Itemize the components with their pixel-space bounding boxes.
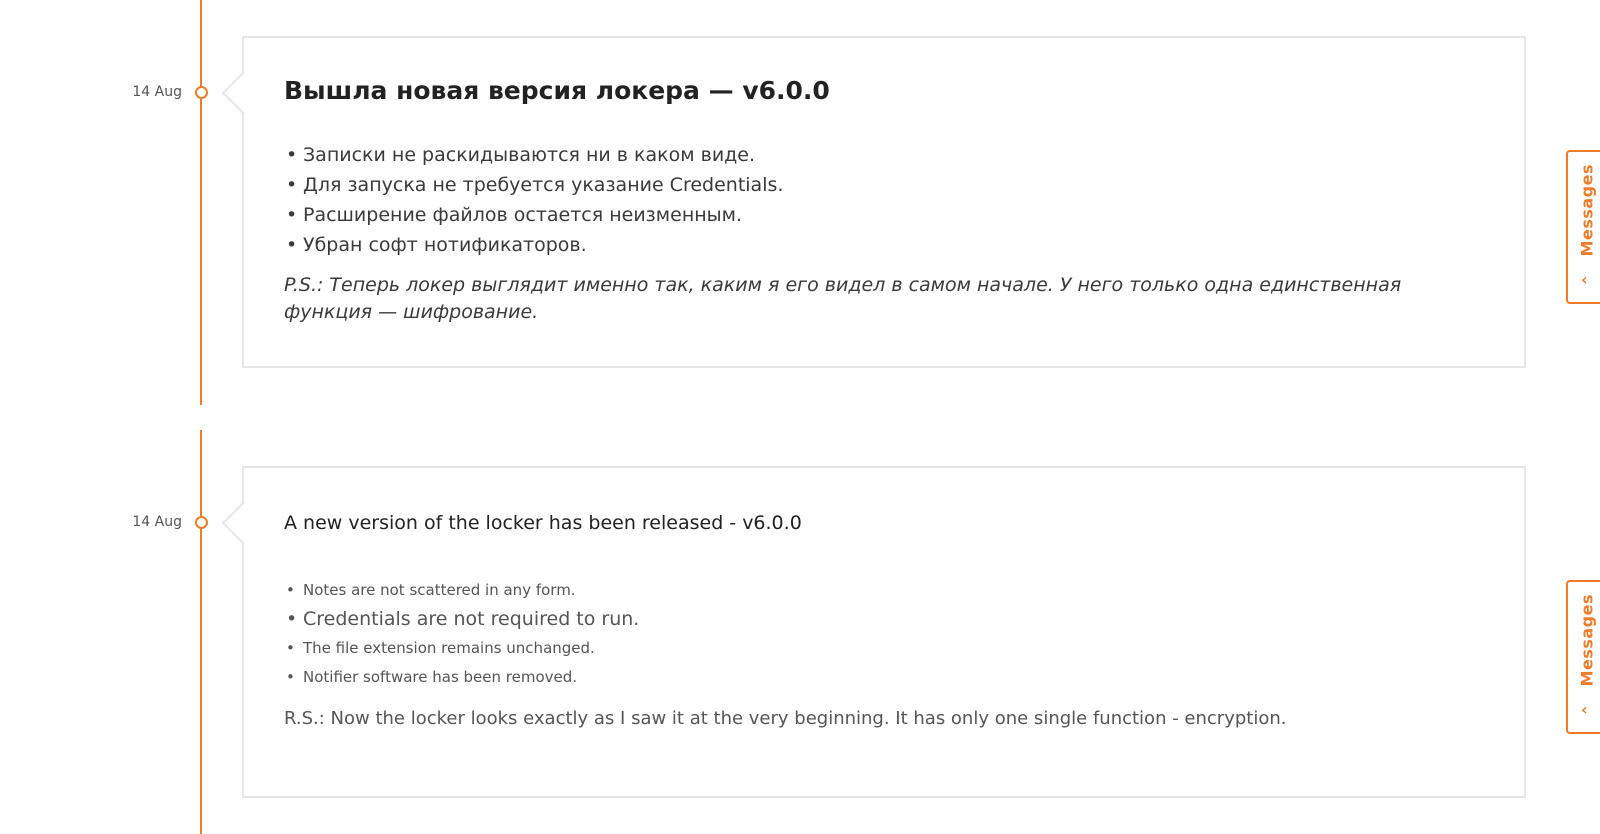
chevron-left-icon: ‹ — [1581, 270, 1588, 289]
entry-date: 14 Aug — [132, 514, 182, 530]
timeline-dot-icon — [195, 516, 208, 529]
card-pointer — [222, 72, 264, 114]
post-content — [284, 504, 1464, 732]
post-bullet-list — [284, 140, 1464, 260]
list-item: • Для запуска не требуется указание Credentials. — [284, 170, 1464, 200]
post-card — [242, 466, 1526, 798]
post-bullet-list — [284, 576, 1464, 692]
chevron-left-icon: ‹ — [1581, 700, 1588, 719]
list-item: • Убран софт нотификаторов. — [284, 230, 1464, 260]
post-title: Вышла новая версия локера — v6.0.0 — [284, 76, 830, 105]
list-item: • Credentials are not required to run. — [284, 605, 1464, 634]
list-item: • The file extension remains unchanged. — [284, 634, 1464, 663]
post-content — [284, 74, 1464, 326]
entry-date: 14 Aug — [132, 84, 182, 100]
messages-tab-button[interactable] — [1566, 580, 1600, 734]
timeline-line — [200, 430, 202, 834]
timeline-line — [200, 0, 202, 405]
list-item: • Записки не раскидываются ни в каком виде. — [284, 140, 1464, 170]
messages-tab-label: Messages — [1577, 594, 1597, 687]
list-item: • Notes are not scattered in any form. — [284, 576, 1464, 605]
messages-tab-button[interactable] — [1566, 150, 1600, 304]
post-title: A new version of the locker has been released - v6.0.0 — [284, 512, 802, 534]
list-item: • Notifier software has been removed. — [284, 663, 1464, 692]
post-postscript: P.S.: Теперь локер выглядит именно так, каким я его видел в самом начале. У него только одна единственная функция — шифрование. — [284, 274, 1402, 323]
card-pointer — [222, 502, 264, 544]
timeline-dot-icon — [195, 86, 208, 99]
post-card — [242, 36, 1526, 368]
messages-tab-label: Messages — [1577, 164, 1597, 257]
list-item: • Расширение файлов остается неизменным. — [284, 200, 1464, 230]
post-postscript: R.S.: Now the locker looks exactly as I saw it at the very beginning. It has only one single function - encryption. — [284, 708, 1287, 729]
